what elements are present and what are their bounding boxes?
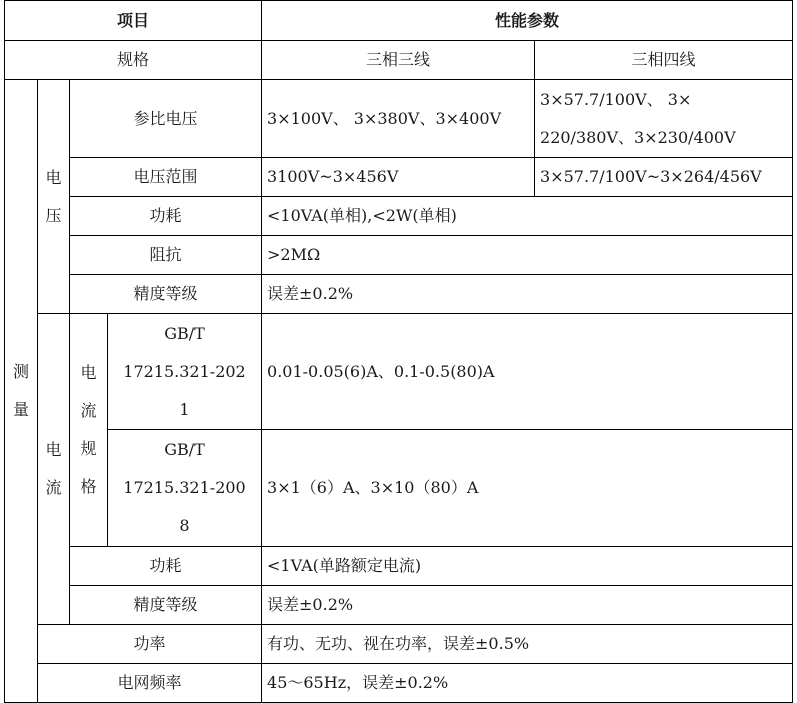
voltage-power-row: [5, 197, 793, 236]
header-params: 性能参数: [262, 1, 793, 41]
measure-label: 测 量: [5, 80, 38, 703]
frequency-row: [5, 664, 793, 703]
voltage-accuracy-value: 误差±0.2%: [262, 275, 793, 314]
current-power-value: <1VA(单路额定电流): [262, 547, 793, 586]
voltage-accuracy-label: 精度等级: [70, 275, 262, 314]
voltage-power-label: 功耗: [70, 197, 262, 236]
reference-voltage-four-wire: 3×57.7/100V、 3× 220/380V、3×230/400V: [535, 80, 793, 158]
spec-four-wire: 三相四线: [535, 41, 793, 80]
current-accuracy-row: [5, 586, 793, 625]
header-item: 项目: [5, 1, 262, 41]
current-power-row: [5, 547, 793, 586]
spec-row: [5, 41, 793, 80]
voltage-label: 电 压: [38, 80, 70, 314]
impedance-label: 阻抗: [70, 236, 262, 275]
current-accuracy-label: 精度等级: [70, 586, 262, 625]
current-accuracy-value: 误差±0.2%: [262, 586, 793, 625]
spec-label: 规格: [5, 41, 262, 80]
power-value: 有功、无功、视在功率，误差±0.5%: [262, 625, 793, 664]
frequency-label: 电网频率: [38, 664, 262, 703]
voltage-accuracy-row: [5, 275, 793, 314]
current-std1-row: [5, 314, 793, 430]
power-row: [5, 625, 793, 664]
voltage-reference-row: [5, 80, 793, 158]
voltage-power-value: <10VA(单相),<2W(单相): [262, 197, 793, 236]
header-row: [5, 1, 793, 41]
voltage-range-label: 电压范围: [70, 158, 262, 197]
voltage-range-row: [5, 158, 793, 197]
current-spec-label: 电 流 规 格: [70, 314, 108, 547]
voltage-range-four-wire: 3×57.7/100V~3×264/456V: [535, 158, 793, 197]
frequency-value: 45～65Hz，误差±0.2%: [262, 664, 793, 703]
power-label: 功率: [38, 625, 262, 664]
current-std2-value: 3×1（6）A、3×10（80）A: [262, 430, 793, 547]
impedance-value: >2MΩ: [262, 236, 793, 275]
current-std1-label: GB/T 17215.321-202 1: [108, 314, 262, 430]
impedance-row: [5, 236, 793, 275]
reference-voltage-label: 参比电压: [70, 80, 262, 158]
reference-voltage-three-wire: 3×100V、 3×380V、3×400V: [262, 80, 535, 158]
current-std2-row: [5, 430, 793, 547]
spec-three-wire: 三相三线: [262, 41, 535, 80]
current-std1-value: 0.01-0.05(6)A、0.1-0.5(80)A: [262, 314, 793, 430]
current-label: 电 流: [38, 314, 70, 625]
spec-table: [4, 0, 793, 703]
voltage-range-three-wire: 3100V~3×456V: [262, 158, 535, 197]
current-std2-label: GB/T 17215.321-200 8: [108, 430, 262, 547]
current-power-label: 功耗: [70, 547, 262, 586]
